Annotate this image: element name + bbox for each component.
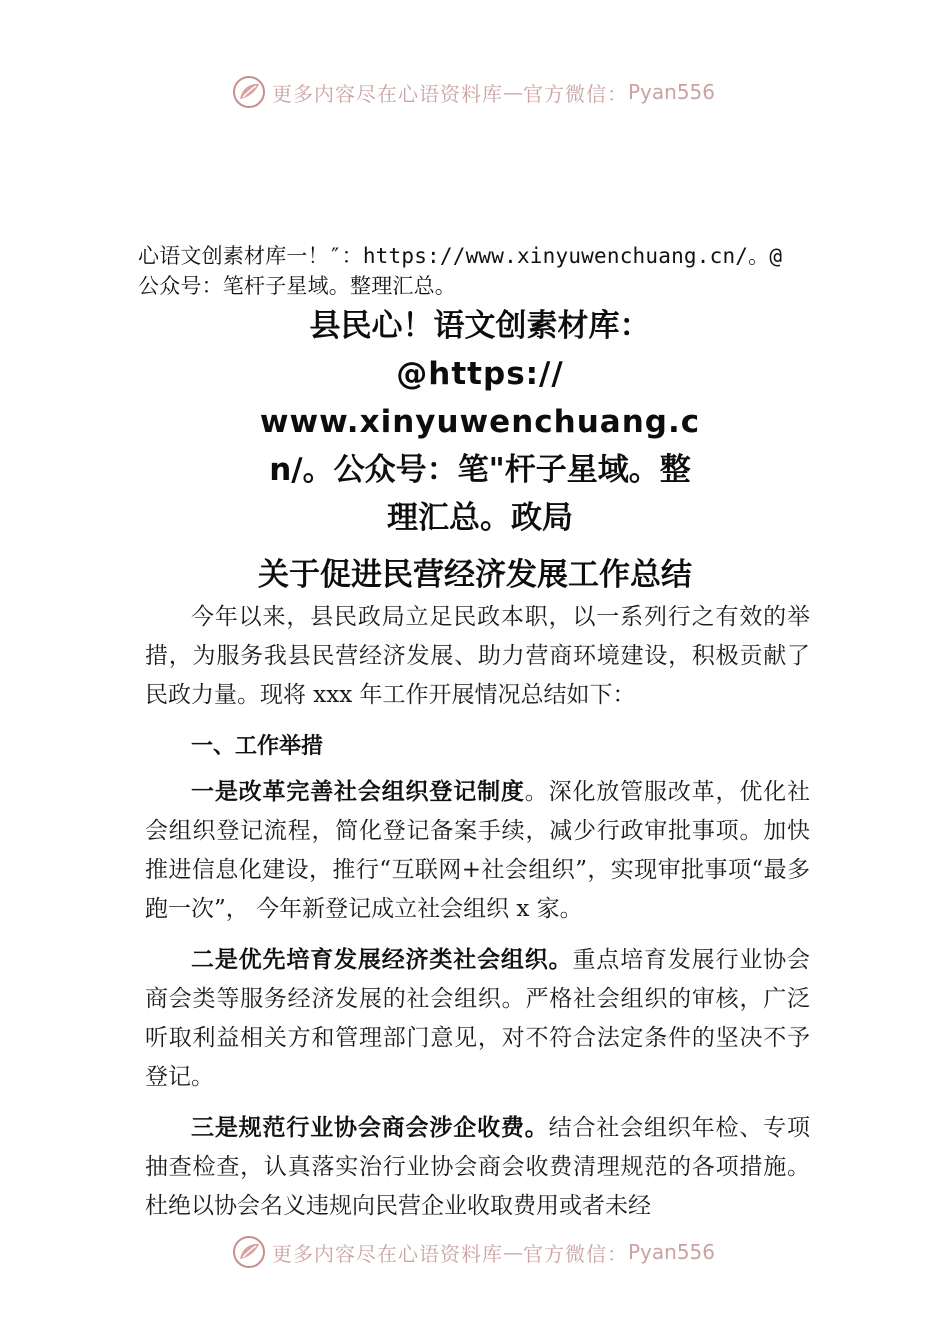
section-heading: 一、工作举措 [191,734,324,759]
measure-paragraph-1 [145,773,810,929]
watermark-text: 更多内容尽在心语资料库 [272,1241,503,1266]
measure-text-1: 。深化放管服改革，优化社会组织登记流程，简化登记备案手续，减少行政审批事项。加快推进信息化建设，推行“互联网+社会组织”，实现审批事项“最多跑一次”， 今年新登记成立社会组织 x 家。 [145,779,811,922]
heading-line-5: 理汇总。政局 [387,500,573,536]
heading-line-4: n/。公众号：笔"杆子星域。整 [269,452,691,488]
watermark-text: 更多内容尽在心语资料库 [272,81,503,106]
watermark-wechat-label: 官方微信： [523,81,628,106]
watermark-wechat-id: Pyan556 [628,1240,716,1264]
watermark-banner-bottom [232,1232,732,1272]
measure-paragraph-3 [145,1109,810,1226]
measure-text-3: 结合社会组织年检、专项抽查检查，认真落实治行业协会商会收费清理规范的各项措施。杜绝以协会名义违规向民营企业收取费用或者未经 [145,1115,811,1219]
source-line-2: 公众号：笔杆子星域。整理汇总。 [138,274,456,298]
watermark-wechat-id: Pyan556 [628,80,716,104]
measure-paragraph-2 [145,941,810,1097]
intro-paragraph: 今年以来，县民政局立足民政本职，以一系列行之有效的举措，为服务我县民营经济发展、助力营商环境建设，积极贡献了民政力量。现将 xxx 年工作开展情况总结如下： [145,604,810,708]
document-title: 关于促进民营经济发展工作总结 [258,557,692,593]
measure-text-2: 重点培育发展行业协会商会类等服务经济发展的社会组织。严格社会组织的审核，广泛听取利益相关方和管理部门意见，对不符合法定条件的坚决不予登记。 [145,947,811,1090]
measure-lead-2: 二是优先培育发展经济类社会组织。 [191,947,573,973]
watermark-wechat-label: 官方微信： [523,1241,628,1266]
watermark-separator: — [503,1240,523,1264]
measure-lead-1: 一是改革完善社会组织登记制度 [191,779,525,805]
heading-line-1: 县民心！语文创素材库： [309,308,651,344]
source-line-1: 心语文创素材库一！″：https://www.xinyuwenchuang.cn/。@ [138,244,783,268]
heading-line-2: @https:// [396,356,564,392]
heading-block [180,302,780,542]
heading-line-3: www.xinyuwenchuang.c [259,404,701,440]
leaf-logo-icon [232,75,266,109]
watermark-banner-top [232,72,732,112]
leaf-logo-icon [232,1235,266,1269]
watermark-separator: — [503,80,523,104]
document-body [145,598,810,1226]
measure-lead-3: 三是规范行业协会商会涉企收费。 [191,1115,549,1141]
